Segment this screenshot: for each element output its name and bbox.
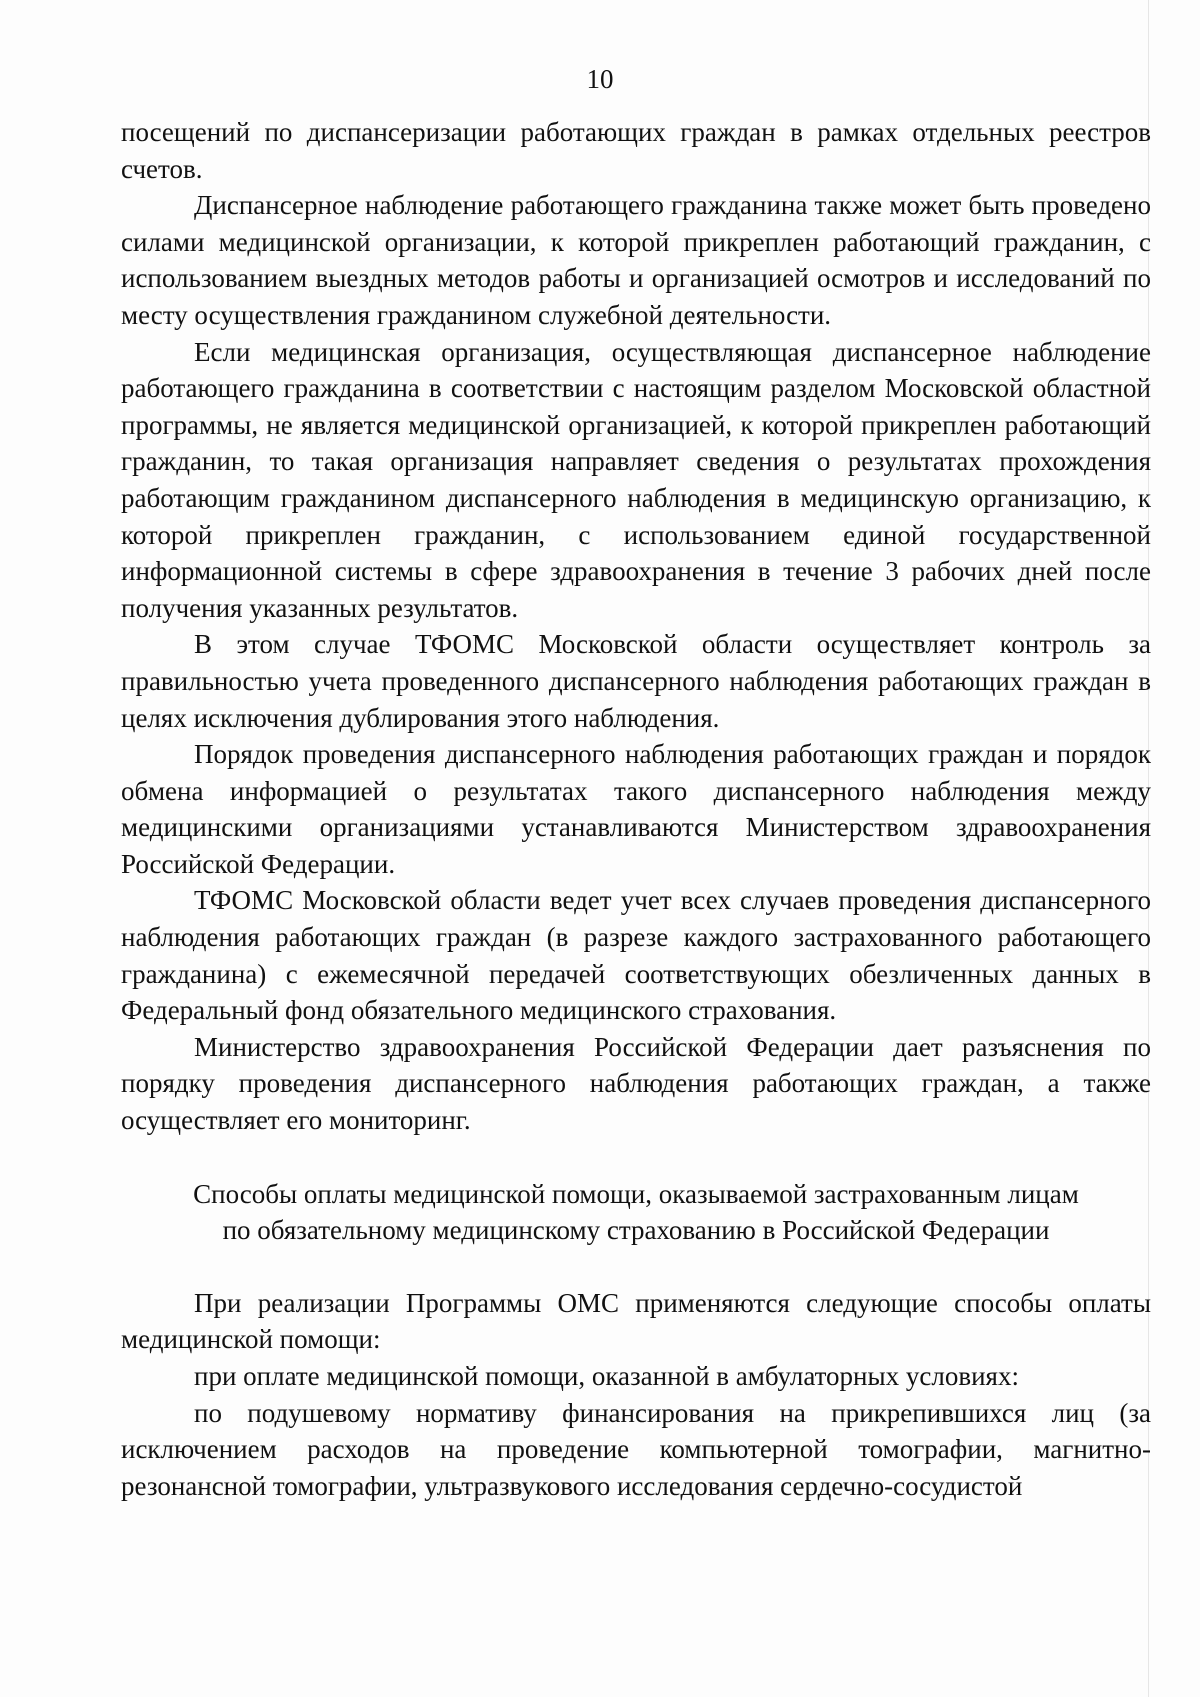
section-heading-line: по обязательному медицинскому страхованию в Российской Федерации xyxy=(222,1215,1050,1246)
paragraph-continuation: посещений по диспансеризации работающих граждан в рамках отдельных реестров счетов. xyxy=(121,117,1151,184)
section-heading-line: Способы оплаты медицинской помощи, оказываемой застрахованным лицам xyxy=(193,1178,1079,1209)
section-heading xyxy=(121,1176,1151,1249)
paragraph: по подушевому нормативу финансирования на прикрепившихся лиц (за исключением расходов на проведение компьютерной томографии, магнитно-резонансной томографии, ультразвукового исследования сердечно-сосудистой xyxy=(121,1397,1151,1501)
paragraph: при оплате медицинской помощи, оказанной в амбулаторных условиях: xyxy=(194,1361,1019,1391)
paragraph: Диспансерное наблюдение работающего гражданина также может быть проведено силами медицинской организации, к которой прикреплен работающий гражданин, с использованием выездных методов работы и организацией осмотров и исследований по месту осуществления гражданином служебной деятельности. xyxy=(121,190,1151,330)
paragraph: При реализации Программы ОМС применяются следующие способы оплаты медицинской помощи: xyxy=(121,1287,1151,1355)
document-body xyxy=(121,114,1151,1504)
paragraph: В этом случае ТФОМС Московской области осуществляет контроль за правильностью учета проведенного диспансерного наблюдения работающих граждан в целях исключения дублирования этого наблюдения. xyxy=(121,629,1151,733)
paragraph: Если медицинская организация, осуществляющая диспансерное наблюдение работающего гражданина в соответствии с настоящим разделом Московской областной программы, не является медицинской организацией, к которой прикреплен работающий гражданин, то такая организация направляет сведения о результатах прохождения работающим гражданином диспансерного наблюдения в медицинскую организацию, к которой прикреплен гражданин, с использованием единой государственной информационной системы в сфере здравоохранения в течение 3 рабочих дней после получения указанных результатов. xyxy=(121,336,1151,623)
paragraph: Порядок проведения диспансерного наблюдения работающих граждан и порядок обмена информацией о результатах такого диспансерного наблюдения между медицинскими организациями устанавливаются Министерством здравоохранения Российской Федерации. xyxy=(121,739,1151,879)
paragraph: ТФОМС Московской области ведет учет всех случаев проведения диспансерного наблюдения работающих граждан (в разрезе каждого застрахованного работающего гражданина) с ежемесячной передачей соответствующих обезличенных данных в Федеральный фонд обязательного медицинского страхования. xyxy=(121,885,1151,1026)
paragraph: Министерство здравоохранения Российской Федерации дает разъяснения по порядку проведения диспансерного наблюдения работающих граждан, а также осуществляет его мониторинг. xyxy=(121,1031,1151,1136)
page-number: 10 xyxy=(586,64,614,94)
